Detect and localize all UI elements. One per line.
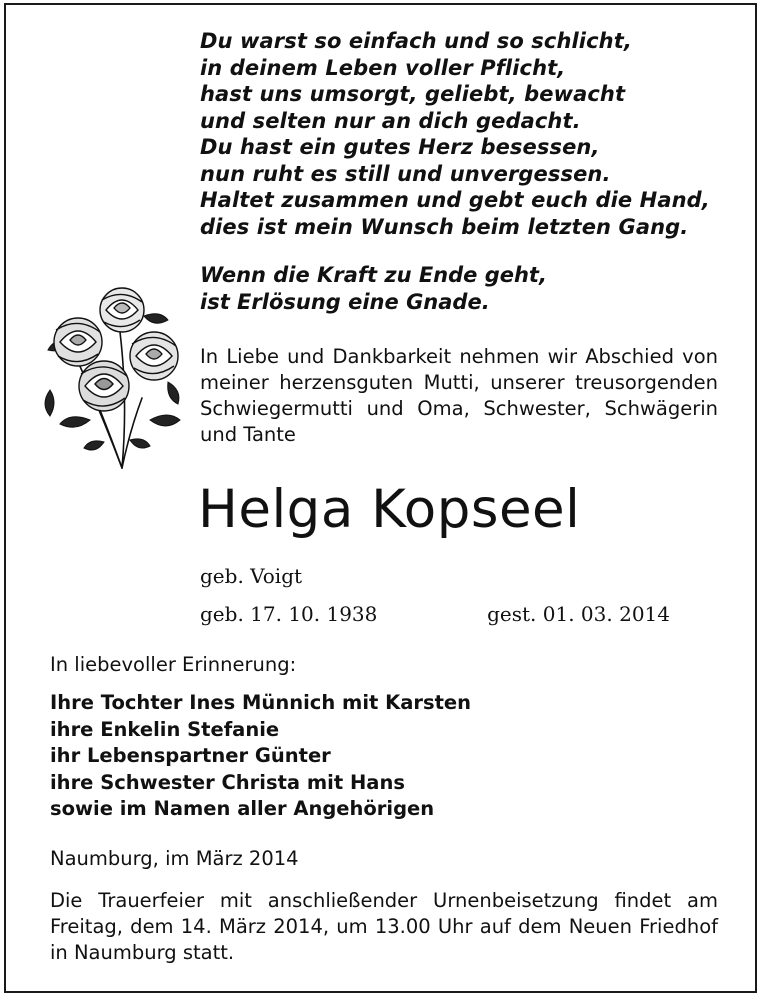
poem-line: Du hast ein gutes Herz besessen, bbox=[200, 135, 600, 159]
survivors-list bbox=[50, 690, 471, 823]
deceased-name: Helga Kopseel bbox=[198, 479, 581, 540]
survivor-line: ihre Enkelin Stefanie bbox=[50, 717, 280, 741]
poem-line: hast uns umsorgt, geliebt, bewacht bbox=[200, 82, 626, 106]
poem-line: dies ist mein Wunsch beim letzten Gang. bbox=[200, 214, 689, 239]
farewell-intro: In Liebe und Dankbarkeit nehmen wir Abschied von meiner herzensguten Mutti, unserer treusorgenden Schwiegermutti und Oma, Schwester, Schwägerin und Tante bbox=[200, 345, 718, 446]
survivor-line: sowie im Namen aller Angehörigen bbox=[50, 797, 435, 820]
poem-line: Haltet zusammen und gebt euch die Hand, bbox=[200, 188, 710, 212]
memorial-quote bbox=[200, 262, 740, 315]
poem-line: nun ruht es still und unvergessen. bbox=[200, 161, 611, 186]
survivor-line: Ihre Tochter Ines Münnich mit Karsten bbox=[50, 691, 472, 714]
life-dates bbox=[200, 600, 670, 628]
memory-label: In liebevoller Erinnerung: bbox=[50, 653, 297, 676]
poem-line: und selten nur an dich gedacht. bbox=[200, 108, 581, 133]
funeral-notice: Die Trauerfeier mit anschließender Urnenbeisetzung findet am Freitag, dem 14. März 2014, um 13.00 Uhr auf dem Neuen Friedhof in Naumburg statt. bbox=[50, 889, 718, 964]
poem-line: in deinem Leben voller Pflicht, bbox=[200, 55, 566, 80]
birth-date: geb. 17. 10. 1938 bbox=[200, 602, 378, 626]
quote-line: ist Erlösung eine Gnade. bbox=[200, 289, 490, 314]
place-and-date: Naumburg, im März 2014 bbox=[50, 847, 299, 870]
roses-illustration-icon bbox=[30, 270, 190, 470]
quote-line: Wenn die Kraft zu Ende geht, bbox=[200, 263, 547, 287]
poem-line: Du warst so einfach und so schlicht, bbox=[200, 29, 632, 53]
birth-name: geb. Voigt bbox=[200, 564, 303, 588]
survivor-line: ihre Schwester Christa mit Hans bbox=[50, 770, 405, 794]
memorial-poem bbox=[200, 28, 740, 240]
death-date: gest. 01. 03. 2014 bbox=[487, 602, 670, 626]
survivor-line: ihr Lebenspartner Günter bbox=[50, 744, 331, 767]
